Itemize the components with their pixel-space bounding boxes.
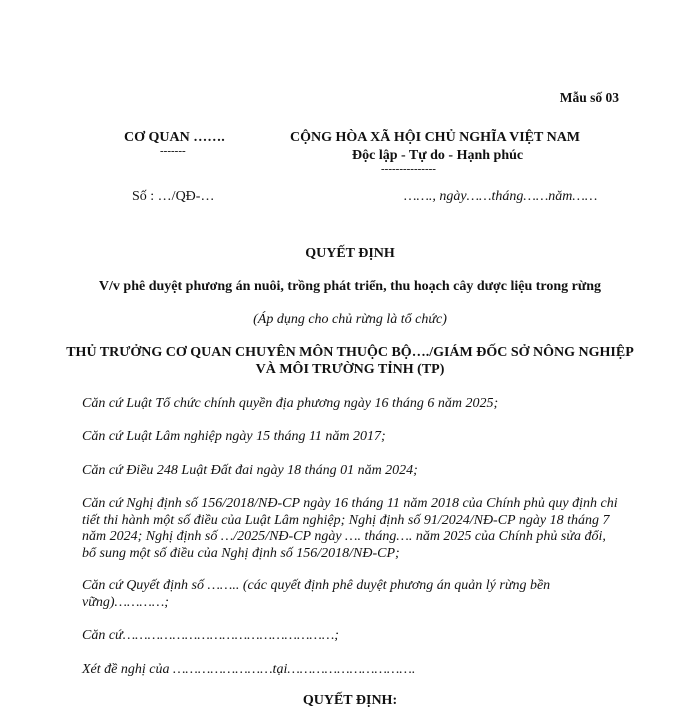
legal-basis-item: Xét đề nghị của ……………………tại…………………………. [82,662,416,677]
issuing-authority: THỦ TRƯỞNG CƠ QUAN CHUYÊN MÔN THUỘC BỘ…./GIÁM ĐỐC SỞ NÔNG NGHIỆP VÀ MÔI TRƯỜNG TỈNH (TP) [66,345,634,377]
republic-name: CỘNG HÒA XÃ HỘI CHỦ NGHĨA VIỆT NAM [290,130,581,145]
subject-line: V/v phê duyệt phương án nuôi, trồng phát triển, thu hoạch cây dược liệu trong rừng [98,279,602,294]
agency-name: CƠ QUAN ……. [124,130,225,145]
national-motto: Độc lập - Tự do - Hạnh phúc [352,148,524,163]
decision-title: QUYẾT ĐỊNH [305,246,395,261]
agency-divider: ------- [160,145,186,157]
legal-basis-item: Căn cứ Luật Lâm nghiệp ngày 15 tháng 11 năm 2017; [82,429,386,444]
legal-basis-item: Căn cứ Điều 248 Luật Đất đai ngày 18 tháng 01 năm 2024; [82,463,418,478]
legal-basis-item: Căn cứ Luật Tổ chức chính quyền địa phương ngày 16 tháng 6 năm 2025; [82,396,499,411]
motto-divider: --------------- [381,163,436,175]
place-date: ……., ngày……tháng……năm…… [404,189,598,204]
document-number: Số : …/QĐ-… [132,189,215,204]
legal-basis-item: Căn cứ Nghị định số 156/2018/NĐ-CP ngày 16 tháng 11 năm 2018 của Chính phủ quy định chi tiết thi hành một số điều của Luật Lâm nghiệp; Nghị định số 91/2024/NĐ-CP ngày 18 tháng 7 năm 2024; Nghị định số …/2025/NĐ-CP ngày …. tháng…. năm 2025 của Chính phủ sửa đổi, bổ sung một số điều của Nghị định số 156/2018/NĐ-CP; [82,496,618,561]
legal-basis-item: Căn cứ……………………………………………; [82,628,339,643]
decision-section-heading: QUYẾT ĐỊNH: [302,693,398,708]
legal-basis-item: Căn cứ Quyết định số …….. (các quyết định phê duyệt phương án quản lý rừng bền vững)…………; [82,578,551,610]
form-number: Mẫu số 03 [559,90,619,105]
scope-note: (Áp dụng cho chủ rừng là tổ chức) [253,312,447,327]
